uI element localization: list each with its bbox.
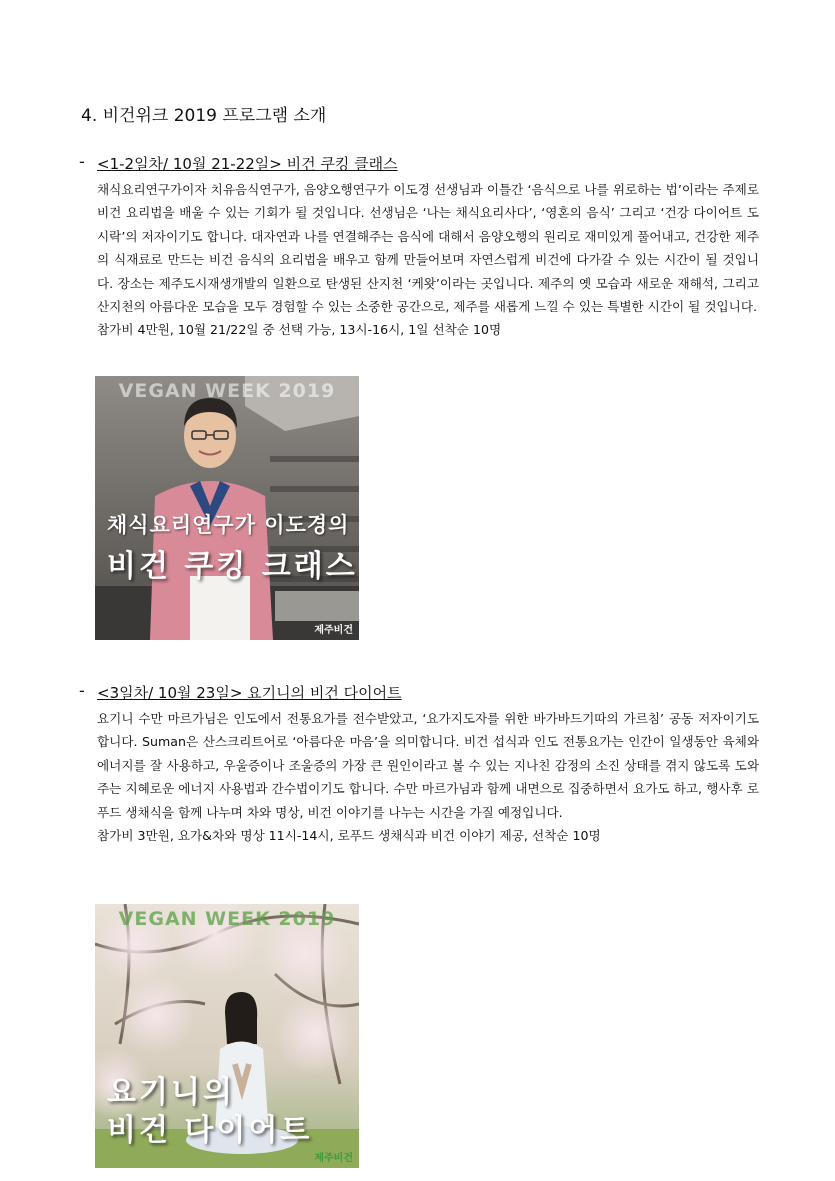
poster-brand: VEGAN WEEK 2019 [118, 908, 336, 930]
yogini-diet-poster [95, 904, 359, 1168]
program-yogini-diet [79, 683, 759, 847]
poster-logo: 제주비건 [314, 1153, 353, 1164]
poster-title: 비건 쿠킹 크래스 [107, 549, 358, 584]
program-info: 참가비 4만원, 10월 21/22일 중 선택 가능, 13시-16시, 1일 선착순 10명 [97, 322, 502, 338]
cooking-class-poster [95, 376, 359, 640]
program-description: 채식요리연구가이자 치유음식연구가, 음양오행연구가 이도경 선생님과 이틀간 ‘음식으로 나를 위로하는 법’이라는 주제로 비건 요리법을 배울 수 있는 기회가 될 것입니다. 선생님은 ‘나는 채식요리사다’, ‘영혼의 음식’ 그리고 ‘건강 다이어트 도시락’의 저자이기도 합니다. 대자연과 나를 연결해주는 음식에 대해서 음양오행의 원리로 재미있게 풀어내고, 건강한 제주의 식재료로 만드는 비건 음식의 요리법을 배우고 함께 만들어보며 자연스럽게 비건에 다가갈 수 있는 시간이 될 것입니다. 장소는 제주도시재생개발의 일환으로 탄생된 산지천 ‘케왓’이라는 곳입니다. 제주의 옛 모습과 새로운 재해석, 그리고 산지천의 아름다운 모습을 모두 경험할 수 있는 소중한 공간으로, 제주를 새롭게 느낄 수 있는 특별한 시간이 될 것입니다. [97, 182, 759, 315]
poster-photo [95, 376, 359, 640]
program-description: 요기니 수만 마르가님은 인도에서 전통요가를 전수받았고, ‘요가지도자를 위한 바가바드기따의 가르침’ 공동 저자이기도 합니다. Suman은 산스크리트어로 ‘아름다운 마음’을 의미합니다. 비건 섭식과 인도 전통요가는 인간이 일생동안 육체와 에너지를 잘 사용하고, 우울증이나 조울증의 가장 큰 원인이라고 볼 수 있는 지나친 감정의 소진 상태를 겪지 않도록 도와주는 지혜로운 에너지 사용법과 간수법이기도 합니다. 수만 마르가님과 함께 내면으로 집중하면서 요가도 하고, 행사후 로푸드 생채식을 함께 나누며 차와 명상, 비건 이야기를 나누는 시간을 가질 예정입니다. [97, 711, 759, 820]
poster-title-line1: 요기니의 [107, 1075, 235, 1110]
poster-title-line2: 비건 다이어트 [107, 1113, 313, 1148]
list-bullet: - [79, 152, 85, 171]
program-cooking-class [79, 154, 759, 342]
poster-brand: VEGAN WEEK 2019 [118, 380, 336, 402]
list-bullet: - [79, 681, 85, 700]
section-title: 4. 비건위크 2019 프로그램 소개 [81, 106, 327, 126]
poster-subtitle: 채식요리연구가 이도경의 [107, 512, 350, 537]
poster-logo: 제주비건 [314, 625, 353, 636]
program-info: 참가비 3만원, 요가&차와 명상 11시-14시, 로푸드 생채식과 비건 이야기 제공, 선착순 10명 [97, 828, 601, 844]
program-heading: <3일차/ 10월 23일> 요기니의 비건 다이어트 [97, 684, 402, 702]
program-heading: <1-2일차/ 10월 21-22일> 비건 쿠킹 클래스 [97, 155, 398, 173]
